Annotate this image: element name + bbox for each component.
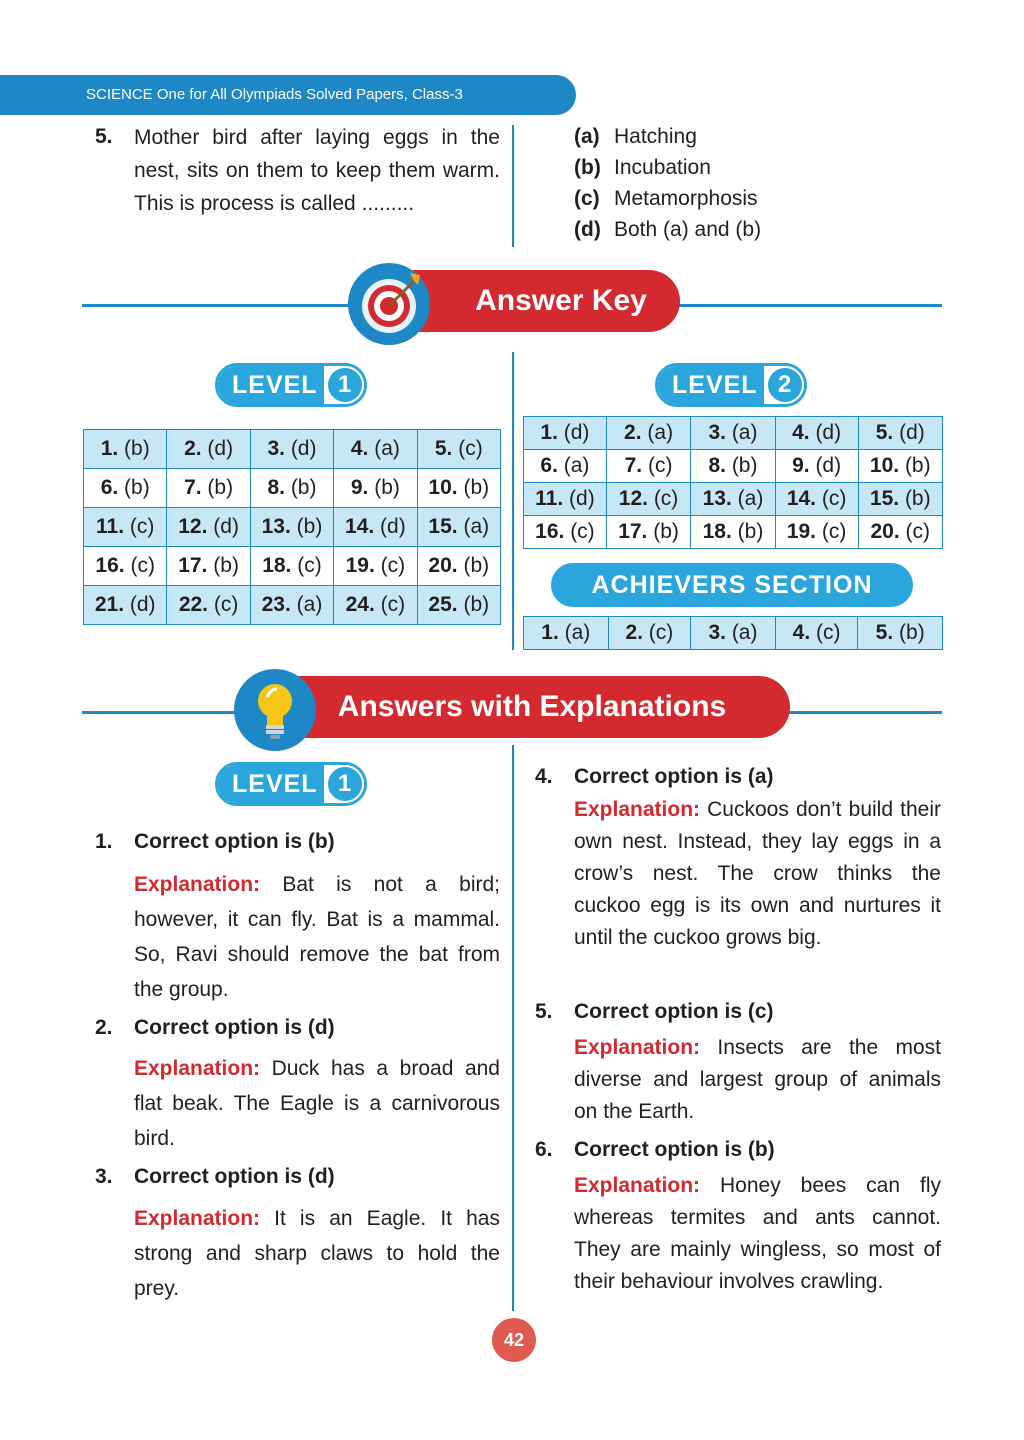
answer-cell: 13. (a) xyxy=(691,483,775,516)
answer-key-title: Answer Key xyxy=(380,270,680,332)
lightbulb-icon-svg xyxy=(245,677,305,743)
explanations-level-pill xyxy=(215,762,367,806)
answer-cell: 7. (b) xyxy=(167,469,250,508)
answer-cell: 11. (d) xyxy=(524,483,607,516)
achievers-title: ACHIEVERS SECTION xyxy=(551,563,913,607)
exp3-body: Explanation: It is an Eagle. It has strong and sharp claws to hold the prey. xyxy=(134,1207,500,1300)
exp6-number: 6. xyxy=(535,1138,553,1161)
exp4-number: 4. xyxy=(535,765,553,788)
option-d: (d) Both (a) and (b) xyxy=(574,218,762,241)
answer-row xyxy=(84,469,501,508)
answer-cell: 15. (b) xyxy=(858,483,942,516)
answer-cell: 5. (b) xyxy=(858,617,943,650)
answer-cell: 20. (b) xyxy=(417,547,500,586)
option-c: (c) Metamorphosis xyxy=(574,187,758,210)
answer-cell: 20. (c) xyxy=(858,516,942,549)
exp1-number: 1. xyxy=(95,830,113,853)
exp2-body: Explanation: Duck has a broad and flat beak. The Eagle is a carnivorous bird. xyxy=(134,1057,500,1150)
answer-row xyxy=(524,516,943,549)
page-number: 42 xyxy=(492,1318,536,1362)
exp4-body: Explanation: Cuckoos don’t build their own nest. Instead, they lay eggs in a crow’s nest. The crow thinks the cuckoo egg is its own and nurtures it until the cuckoo grows big. xyxy=(574,798,941,949)
exp2-number: 2. xyxy=(95,1016,113,1039)
answer-cell: 18. (c) xyxy=(250,547,333,586)
answer-cell: 25. (b) xyxy=(417,586,500,625)
column-divider xyxy=(512,125,514,247)
answer-row xyxy=(84,508,501,547)
answer-cell: 1. (b) xyxy=(84,430,167,469)
achievers-answer-table xyxy=(523,616,943,650)
answer-cell: 21. (d) xyxy=(84,586,167,625)
answer-cell: 22. (c) xyxy=(167,586,250,625)
answer-row xyxy=(524,483,943,516)
exp5-number: 5. xyxy=(535,1000,553,1023)
answer-cell: 1. (d) xyxy=(524,417,607,450)
explanations-level-number: 1 xyxy=(326,765,364,803)
answer-cell: 6. (a) xyxy=(524,450,607,483)
answer-row xyxy=(524,617,943,650)
option-a: (a) Hatching xyxy=(574,125,697,148)
answer-cell: 19. (c) xyxy=(334,547,417,586)
header-banner xyxy=(0,75,576,115)
explanations-level-label: LEVEL xyxy=(218,765,324,803)
answer-cell: 3. (d) xyxy=(250,430,333,469)
question-text: Mother bird after laying eggs in the nest, sits on them to keep them warm. This is process is called ......... xyxy=(134,126,500,215)
answer-cell: 23. (a) xyxy=(250,586,333,625)
level1-label: LEVEL xyxy=(218,366,324,404)
level2-answer-table xyxy=(523,416,943,549)
level1-number: 1 xyxy=(326,366,364,404)
exp3-heading: Correct option is (d) xyxy=(134,1165,335,1188)
exp2-heading: Correct option is (d) xyxy=(134,1016,335,1039)
answer-cell: 5. (d) xyxy=(858,417,942,450)
answer-cell: 2. (a) xyxy=(606,417,690,450)
answer-cell: 15. (a) xyxy=(417,508,500,547)
answer-cell: 13. (b) xyxy=(250,508,333,547)
target-icon xyxy=(348,263,430,345)
exp3-number: 3. xyxy=(95,1165,113,1188)
option-b: (b) Incubation xyxy=(574,156,711,179)
answer-cell: 5. (c) xyxy=(417,430,500,469)
answer-cell: 9. (d) xyxy=(775,450,858,483)
answer-cell: 19. (c) xyxy=(775,516,858,549)
answer-cell: 2. (c) xyxy=(608,617,691,650)
answer-cell: 6. (b) xyxy=(84,469,167,508)
answer-cell: 17. (b) xyxy=(606,516,690,549)
answer-cell: 2. (d) xyxy=(167,430,250,469)
exp1-body: Explanation: Bat is not a bird; however, it can fly. Bat is a mammal. So, Ravi should remove the bat from the group. xyxy=(134,873,500,1001)
exp6-body: Explanation: Honey bees can fly whereas termites and ants cannot. They are mainly wingless, so most of their behaviour involves crawling. xyxy=(574,1174,941,1293)
explanations-divider xyxy=(512,745,514,1311)
target-icon-svg xyxy=(354,269,424,339)
lightbulb-icon xyxy=(234,669,316,751)
answer-cell: 24. (c) xyxy=(334,586,417,625)
answer-row xyxy=(524,417,943,450)
header-title: SCIENCE One for All Olympiads Solved Papers, Class-3 xyxy=(86,86,463,103)
level2-pill xyxy=(655,363,807,407)
answer-cell: 12. (c) xyxy=(606,483,690,516)
answer-cell: 8. (b) xyxy=(691,450,775,483)
answer-cell: 1. (a) xyxy=(524,617,609,650)
answer-row xyxy=(84,586,501,625)
level1-answer-table xyxy=(83,429,501,625)
answer-cell: 16. (c) xyxy=(524,516,607,549)
answer-cell: 11. (c) xyxy=(84,508,167,547)
answer-key-divider xyxy=(512,352,514,650)
answer-cell: 4. (d) xyxy=(775,417,858,450)
answer-cell: 4. (c) xyxy=(775,617,858,650)
level2-number: 2 xyxy=(766,366,804,404)
answer-cell: 12. (d) xyxy=(167,508,250,547)
answer-cell: 8. (b) xyxy=(250,469,333,508)
answer-cell: 16. (c) xyxy=(84,547,167,586)
exp5-body: Explanation: Insects are the most diverse and largest group of animals on the Earth. xyxy=(574,1036,941,1123)
answer-cell: 18. (b) xyxy=(691,516,775,549)
level2-label: LEVEL xyxy=(658,366,764,404)
answer-cell: 4. (a) xyxy=(334,430,417,469)
answer-cell: 3. (a) xyxy=(691,617,776,650)
answer-cell: 9. (b) xyxy=(334,469,417,508)
answer-cell: 10. (b) xyxy=(858,450,942,483)
explanations-title: Answers with Explanations xyxy=(270,676,790,738)
exp4-heading: Correct option is (a) xyxy=(574,765,774,788)
answer-cell: 10. (b) xyxy=(417,469,500,508)
level1-pill xyxy=(215,363,367,407)
answer-row xyxy=(84,547,501,586)
answer-cell: 14. (d) xyxy=(334,508,417,547)
exp6-heading: Correct option is (b) xyxy=(574,1138,775,1161)
question-number: 5. xyxy=(95,125,113,148)
exp1-heading: Correct option is (b) xyxy=(134,830,335,853)
exp5-heading: Correct option is (c) xyxy=(574,1000,774,1023)
answer-row xyxy=(84,430,501,469)
answer-cell: 3. (a) xyxy=(691,417,775,450)
answer-cell: 17. (b) xyxy=(167,547,250,586)
answer-cell: 7. (c) xyxy=(606,450,690,483)
answer-cell: 14. (c) xyxy=(775,483,858,516)
answer-row xyxy=(524,450,943,483)
